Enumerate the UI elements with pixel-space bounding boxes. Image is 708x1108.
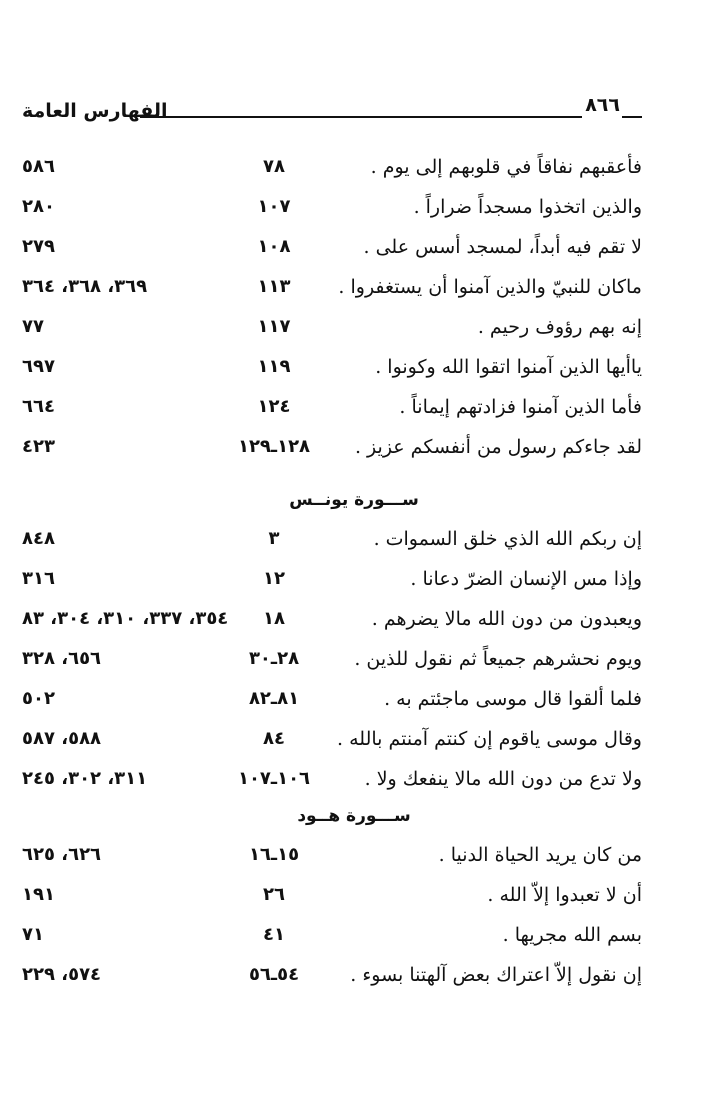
- verse-number: ١١٣: [257, 276, 291, 297]
- verse-text: ماكان للنبيّ والذين آمنوا أن يستغفروا .: [338, 276, 642, 298]
- verse-number: ٢٨ـ٣٠: [248, 648, 300, 669]
- index-row: [0, 602, 708, 642]
- verse-text: إن ربكم الله الذي خلق السموات .: [373, 528, 642, 550]
- verse-text: وقال موسى ياقوم إن كنتم آمنتم بالله .: [337, 728, 642, 750]
- page-references: ٣١١، ٣٠٢، ٢٤٥: [22, 768, 148, 789]
- section-yunus: [0, 522, 708, 802]
- page-references: ٨٤٨: [22, 528, 55, 549]
- verse-number: ١٢: [263, 568, 285, 589]
- page-references: ٦٩٧: [22, 356, 55, 377]
- index-row: [0, 522, 708, 562]
- index-row: [0, 722, 708, 762]
- index-row: [0, 918, 708, 958]
- page-number: ٨٦٦: [585, 94, 620, 116]
- page-references: ٢٧٩: [22, 236, 55, 257]
- page-references: ٤٢٣: [22, 436, 55, 457]
- verse-text: لقد جاءكم رسول من أنفسكم عزيز .: [354, 436, 642, 458]
- page-references: ٥٧٤، ٢٢٩: [22, 964, 102, 985]
- page-references: ٥٨٨، ٥٨٧: [22, 728, 102, 749]
- verse-text: ياأيها الذين آمنوا اتقوا الله وكونوا .: [375, 356, 642, 378]
- index-row: [0, 562, 708, 602]
- header-dash: [622, 116, 642, 118]
- verse-text: فأما الذين آمنوا فزادتهم إيماناً .: [399, 396, 642, 418]
- verse-text: إنه بهم رؤوف رحيم .: [477, 316, 642, 338]
- verse-number: ١٠٧: [257, 196, 291, 217]
- page-references: ٣٥٤، ٣٣٧، ٣١٠، ٣٠٤، ٨٣: [22, 608, 229, 629]
- index-row: [0, 878, 708, 918]
- verse-number: ٨١ـ٨٢: [248, 688, 300, 709]
- verse-number: ٣: [268, 528, 280, 549]
- section-hud: [0, 838, 708, 998]
- index-row: [0, 838, 708, 878]
- page-references: ٥٠٢: [22, 688, 55, 709]
- verse-text: أن لا تعبدوا إلاّ الله .: [487, 884, 642, 906]
- page-references: ٧٧: [22, 316, 44, 337]
- verse-text: والذين اتخذوا مسجداً ضراراً .: [413, 196, 642, 218]
- index-row: [0, 642, 708, 682]
- verse-number: ١٢٨ـ١٢٩: [237, 436, 311, 457]
- index-row: [0, 682, 708, 722]
- page-references: ٦٢٦، ٦٢٥: [22, 844, 102, 865]
- verse-number: ١٢٤: [257, 396, 291, 417]
- index-row: [0, 958, 708, 998]
- verse-text: ولا تدع من دون الله مالا ينفعك ولا .: [364, 768, 642, 790]
- verse-number: ٧٨: [263, 156, 285, 177]
- verse-number: ١١٩: [257, 356, 291, 377]
- index-row: [0, 762, 708, 802]
- index-row: [0, 310, 708, 350]
- page-references: ٥٨٦: [22, 156, 55, 177]
- verse-text: من كان يريد الحياة الدنيا .: [438, 844, 642, 866]
- page-references: ٦٥٦، ٣٢٨: [22, 648, 102, 669]
- page-header: [22, 92, 642, 126]
- verse-number: ٢٦: [263, 884, 285, 905]
- index-row: [0, 270, 708, 310]
- verse-text: بسم الله مجريها .: [502, 924, 642, 946]
- index-row: [0, 430, 708, 470]
- verse-number: ١٠٨: [257, 236, 291, 257]
- verse-text: لا تقم فيه أبداً، لمسجد أسس على .: [363, 236, 642, 258]
- verse-number: ١٨: [263, 608, 285, 629]
- verse-text: فأعقبهم نفاقاً في قلوبهم إلى يوم .: [370, 156, 642, 178]
- page-references: ٦٦٤: [22, 396, 55, 417]
- verse-number: ١١٧: [257, 316, 291, 337]
- page-references: ٣١٦: [22, 568, 55, 589]
- verse-number: ١٠٦ـ١٠٧: [237, 768, 311, 789]
- verse-text: وإذا مس الإنسان الضرّ دعانا .: [410, 568, 642, 590]
- header-title: الفهارس العامة: [22, 100, 168, 122]
- surah-heading-yunus: ســـورة يونــس: [289, 490, 419, 510]
- verse-text: ويوم نحشرهم جميعاً ثم نقول للذين .: [354, 648, 642, 670]
- verse-text: إن نقول إلاّ اعتراك بعض آلهتنا بسوء .: [350, 964, 642, 986]
- verse-number: ٨٤: [263, 728, 285, 749]
- page-references: ٣٦٩، ٣٦٨، ٣٦٤: [22, 276, 148, 297]
- page-references: ٧١: [22, 924, 44, 945]
- index-row: [0, 350, 708, 390]
- section-continued: [0, 150, 708, 470]
- verse-number: ٤١: [263, 924, 285, 945]
- index-row: [0, 230, 708, 270]
- surah-heading-hud: ســـورة هــود: [297, 806, 411, 826]
- verse-text: فلما ألقوا قال موسى ماجئتم به .: [384, 688, 642, 710]
- verse-number: ٥٤ـ٥٦: [248, 964, 300, 985]
- page-references: ٢٨٠: [22, 196, 55, 217]
- verse-text: ويعبدون من دون الله مالا يضرهم .: [371, 608, 642, 630]
- header-rule: [140, 116, 582, 118]
- index-row: [0, 190, 708, 230]
- index-row: [0, 150, 708, 190]
- page-references: ١٩١: [22, 884, 55, 905]
- verse-number: ١٥ـ١٦: [248, 844, 300, 865]
- index-row: [0, 390, 708, 430]
